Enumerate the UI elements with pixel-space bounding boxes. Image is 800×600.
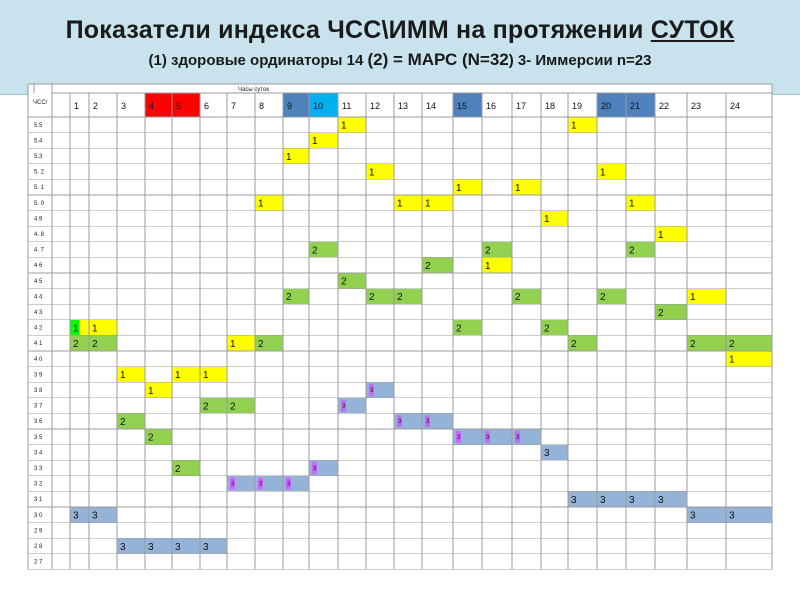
hour-header: 24 xyxy=(730,101,741,111)
hour-header: 6 xyxy=(204,101,210,111)
hour-header: 20 xyxy=(601,101,612,111)
cell-value: 2 xyxy=(148,432,154,444)
row-label: 5.3 xyxy=(34,154,43,160)
cell-value: 3 xyxy=(231,481,235,488)
cell-value: 2 xyxy=(571,339,577,350)
cell-value: 1 xyxy=(456,183,462,194)
cell-value: 3 xyxy=(690,510,696,522)
cell-value: 3 xyxy=(398,419,402,426)
row-label: 3 4 xyxy=(34,450,43,457)
cell-value: 1 xyxy=(230,339,236,350)
cell-value: 1 xyxy=(629,198,635,210)
cell-value: 1 xyxy=(73,323,79,335)
row-label: 4.9 xyxy=(34,216,43,223)
cell-value: 3 xyxy=(148,541,154,553)
row-label: 4 0 xyxy=(34,356,43,363)
cell-value: 1 xyxy=(600,167,606,179)
cell-value: 3 xyxy=(571,495,577,506)
hour-header: 2 xyxy=(93,101,99,111)
hour-header: 4 xyxy=(149,101,155,111)
row-label: 4 5 xyxy=(34,278,43,285)
cell-value: 2 xyxy=(120,417,126,428)
hour-header: 17 xyxy=(516,101,527,111)
cell-value: 2 xyxy=(369,292,375,304)
cell-value: 2 xyxy=(397,292,403,304)
cell-value: 1 xyxy=(485,261,491,272)
cell-value: 3 xyxy=(516,434,520,441)
cell-value: 1 xyxy=(175,370,181,382)
cell-value: 1 xyxy=(544,214,550,226)
cell-value: 3 xyxy=(259,481,263,488)
cell-value: 2 xyxy=(230,401,236,413)
cell-value: 3 xyxy=(120,541,126,553)
cell-value: 1 xyxy=(397,198,403,210)
cell-value: 3 xyxy=(313,466,317,472)
cell-value: 1 xyxy=(515,183,521,194)
row-label: 3 1 xyxy=(34,497,43,504)
cell-value: 2 xyxy=(341,276,347,288)
row-label: 4 3 xyxy=(34,310,43,316)
top-caption: Часы суток xyxy=(238,87,269,93)
cell-value: 2 xyxy=(515,292,521,304)
cell-value: 3 xyxy=(203,541,209,553)
cell-value: 2 xyxy=(312,245,318,257)
cell-value: 3 xyxy=(729,510,735,522)
cell-value: 2 xyxy=(73,339,79,350)
hour-header: 12 xyxy=(370,101,381,111)
row-label: 5.4 xyxy=(34,138,43,145)
hour-header: 1 xyxy=(74,101,80,111)
row-label: 4 4 xyxy=(34,294,43,301)
corner-label: ЧСС/ xyxy=(33,100,48,106)
row-label: 3 3 xyxy=(34,466,43,472)
cell-value: 3 xyxy=(287,481,291,488)
hour-header: 18 xyxy=(545,101,556,111)
cell-value: 3 xyxy=(370,388,374,394)
cell-value: 1 xyxy=(369,167,375,179)
cell-value: 1 xyxy=(425,198,431,210)
cell-value: 2 xyxy=(485,245,491,257)
cell-value: 2 xyxy=(258,339,264,350)
cell-value: 3 xyxy=(175,541,181,553)
cell-value: 1 xyxy=(571,120,577,132)
row-label: 3 9 xyxy=(34,372,43,379)
subtitle-group-1: (1) здоровые ординаторы 14 xyxy=(148,52,368,69)
row-label: 4 1 xyxy=(34,341,43,348)
cell-value: 3 xyxy=(73,510,79,522)
hour-header: 3 xyxy=(121,101,127,111)
cell-value: 1 xyxy=(312,136,318,148)
cell-value: 2 xyxy=(286,292,292,304)
row-label: 3 5 xyxy=(34,434,43,441)
row-label: 3 0 xyxy=(34,512,43,519)
hour-header: 8 xyxy=(259,101,265,111)
cell-value: 3 xyxy=(600,495,606,506)
cell-value: 1 xyxy=(120,370,126,382)
cell-value: 1 xyxy=(148,385,154,397)
cell-value: 1 xyxy=(203,370,209,382)
cell-value: 1 xyxy=(92,323,98,335)
row-label: 3 2 xyxy=(34,481,43,488)
row-label: 5. 1 xyxy=(34,185,45,192)
row-label: 4 2 xyxy=(34,325,43,332)
cell-value: 2 xyxy=(92,339,98,350)
cell-value: 3 xyxy=(457,434,461,441)
subtitle-group-2: (2) = МАРС (N=32 xyxy=(367,50,509,69)
cell-value: 1 xyxy=(658,229,664,241)
title-emphasis: СУТОК xyxy=(650,16,735,44)
row-label: 3 8 xyxy=(34,388,43,394)
hour-header: 16 xyxy=(486,101,497,111)
row-label: 3 6 xyxy=(34,419,43,426)
row-label: 5.5 xyxy=(34,122,43,129)
cell-value: 1 xyxy=(690,292,696,304)
title-main: Показатели индекса ЧСС\ИММ на протяжении xyxy=(65,16,651,44)
row-label: 4. 8 xyxy=(34,232,45,238)
hour-header: 9 xyxy=(287,101,293,111)
cell-value: 2 xyxy=(600,292,606,304)
cell-value: 2 xyxy=(203,401,209,413)
row-label: 5. 2 xyxy=(34,169,45,176)
hour-header: 19 xyxy=(572,101,583,111)
cell-value: 3 xyxy=(342,403,346,410)
cell-value: 2 xyxy=(456,323,462,335)
hour-header: 13 xyxy=(398,101,409,111)
hour-header: 7 xyxy=(231,101,237,111)
cell-value: 2 xyxy=(175,463,181,475)
row-label: 2 7 xyxy=(34,559,43,566)
cell-value: 1 xyxy=(286,151,292,163)
row-label: 2 8 xyxy=(34,544,43,550)
hour-header: 11 xyxy=(342,101,352,111)
cell-value: 2 xyxy=(544,323,550,335)
cell-value: 1 xyxy=(341,120,347,132)
cell-value: 1 xyxy=(729,354,735,366)
cell-value: 3 xyxy=(544,448,550,460)
hour-header: 22 xyxy=(659,101,670,111)
cell-value: 1 xyxy=(258,198,264,210)
hour-header: 21 xyxy=(630,101,641,111)
cell-value: 3 xyxy=(629,495,635,506)
row-label: 4 6 xyxy=(34,263,43,270)
row-label: 2 9 xyxy=(34,528,43,535)
cell-value: 3 xyxy=(658,495,664,506)
hour-header: 10 xyxy=(313,101,324,111)
cell-value: 2 xyxy=(425,261,431,272)
cell-value: 2 xyxy=(629,245,635,257)
row-label: 5. 0 xyxy=(34,200,45,207)
row-label: 3 7 xyxy=(34,403,43,410)
subtitle-group-3: ) 3- Иммерсии n=23 xyxy=(508,52,652,69)
hour-header: 5 xyxy=(176,101,182,111)
cell-value: 3 xyxy=(486,434,490,441)
cell-value: 2 xyxy=(690,339,696,350)
cell-value: 3 xyxy=(92,510,98,522)
row-label: 4. 7 xyxy=(34,247,45,254)
hour-header: 14 xyxy=(426,101,437,111)
cell-value: 2 xyxy=(729,339,735,350)
hour-header: 15 xyxy=(457,101,468,111)
cell-value: 3 xyxy=(426,419,430,426)
hour-header: 23 xyxy=(691,101,702,111)
cell-value: 2 xyxy=(658,307,664,319)
